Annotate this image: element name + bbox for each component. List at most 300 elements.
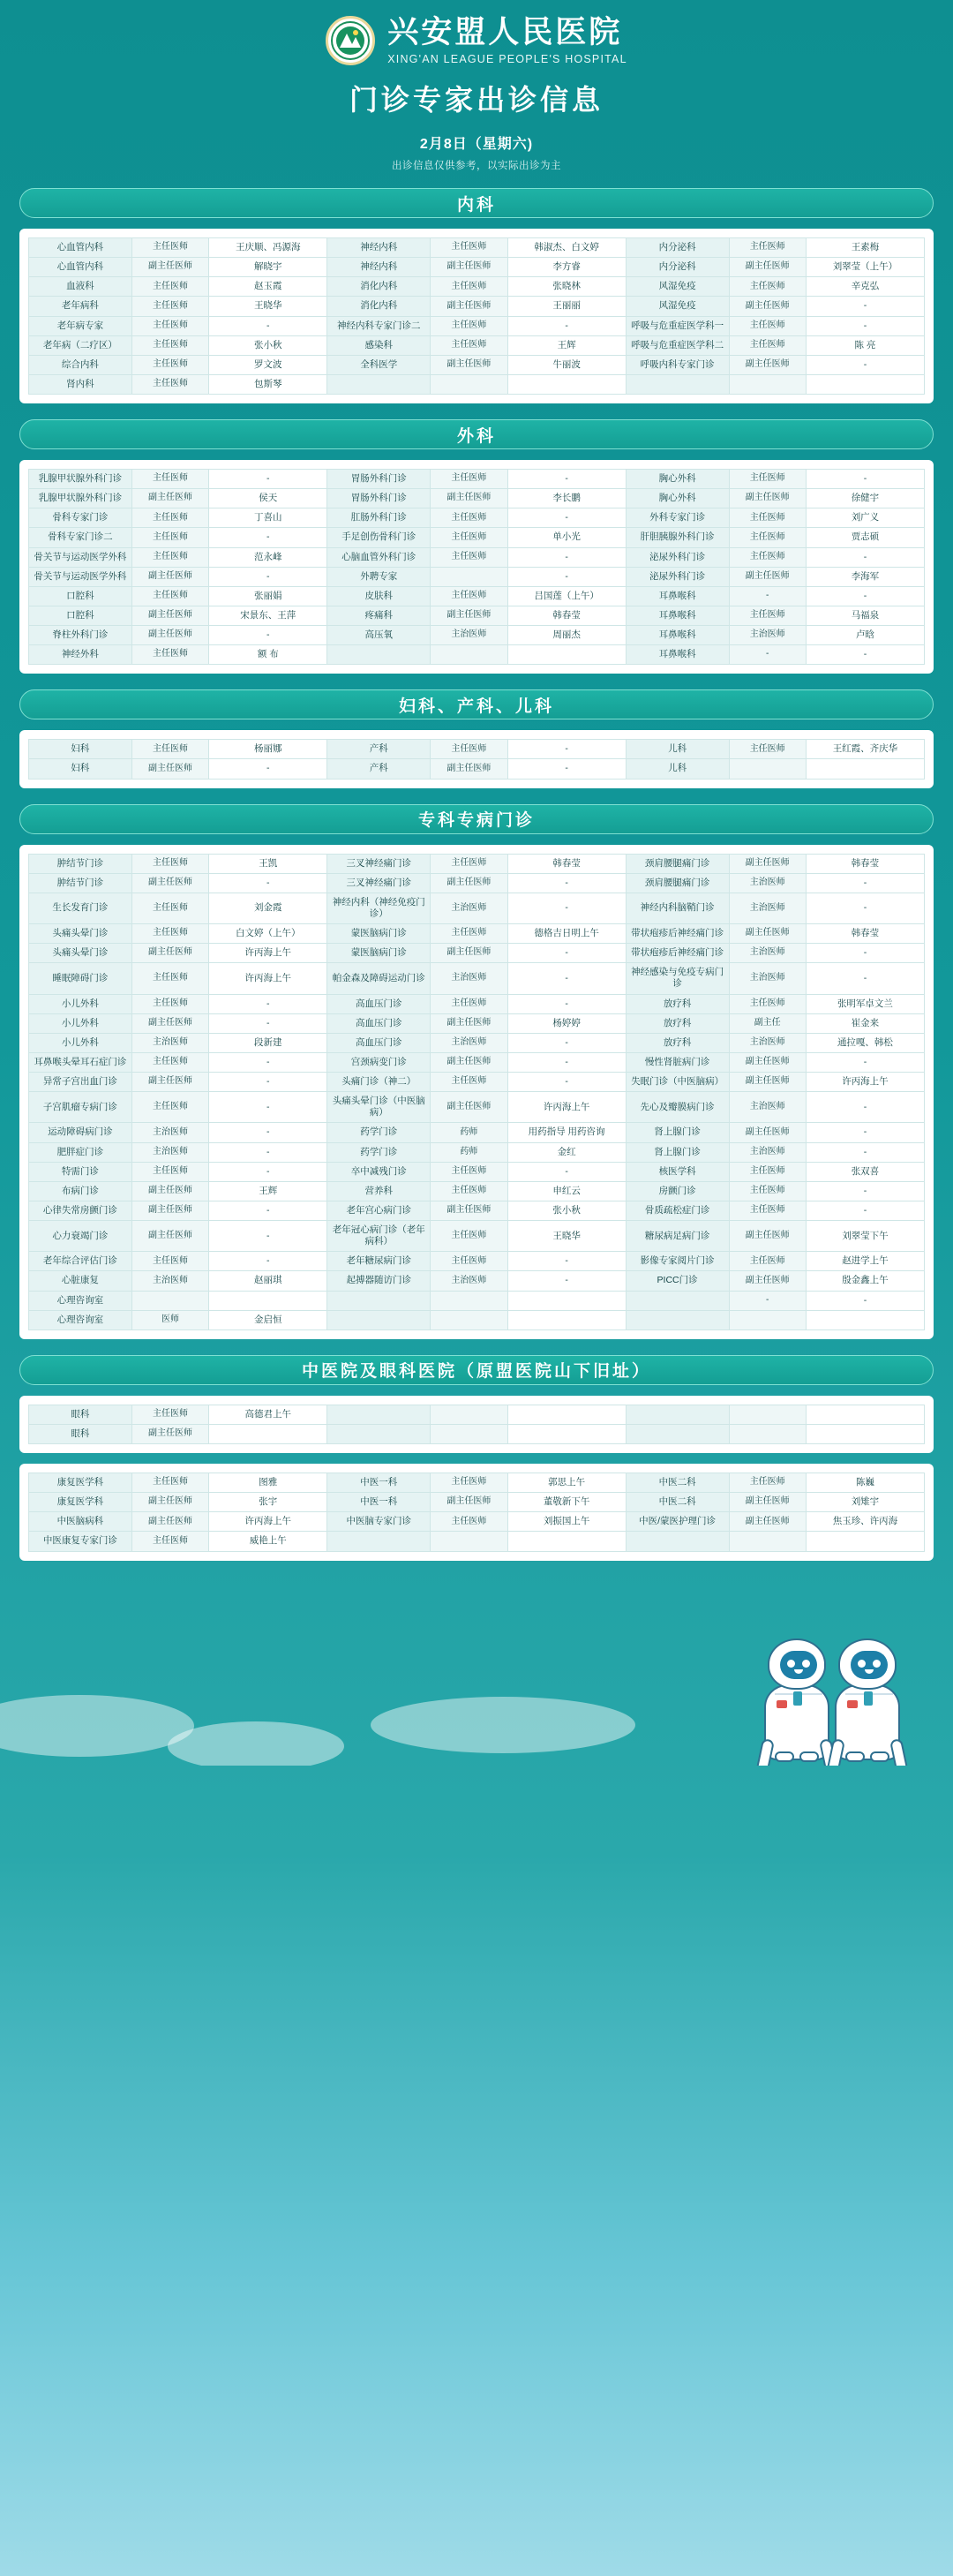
department-cell: 心脏康复: [29, 1271, 132, 1291]
doctor-cell: -: [209, 1201, 327, 1220]
title-cell: 副主任医师: [431, 1092, 507, 1123]
title-cell: 主任医师: [131, 508, 208, 528]
section-banner-wrap: [0, 804, 953, 834]
table-row: [29, 1201, 925, 1220]
department-cell: 呼吸内科专家门诊: [626, 355, 729, 374]
title-cell: 副主任医师: [431, 258, 507, 277]
doctor-cell: 张小秋: [209, 335, 327, 355]
section-banner: 专科专病门诊: [19, 804, 934, 834]
doctor-cell: -: [209, 1092, 327, 1123]
table-row: [29, 528, 925, 547]
section-banner: 妇科、产科、儿科: [19, 689, 934, 719]
doctor-cell: -: [507, 994, 626, 1013]
section-banner-wrap: [0, 188, 953, 218]
table-row: [29, 355, 925, 374]
department-cell: 影像专家阅片门诊: [626, 1252, 729, 1271]
title-cell: 主任医师: [131, 1532, 208, 1551]
department-cell: 心血管内科: [29, 258, 132, 277]
department-cell: 核医学科: [626, 1162, 729, 1181]
title-cell: 主任医师: [131, 374, 208, 394]
department-cell: 疼痛科: [327, 606, 431, 625]
department-cell: 眼科: [29, 1405, 132, 1424]
doctor-cell: -: [806, 645, 924, 665]
title-cell: 副主任医师: [131, 759, 208, 779]
doctor-cell: [806, 1424, 924, 1443]
title-cell: 主任医师: [729, 1201, 806, 1220]
table-row: [29, 547, 925, 567]
doctor-cell: 王晓华: [507, 1221, 626, 1252]
doctor-cell: 徐健宇: [806, 489, 924, 508]
doctor-cell: [507, 1424, 626, 1443]
title-cell: [431, 1532, 507, 1551]
doctor-cell: -: [507, 1271, 626, 1291]
department-cell: 中医二科: [626, 1493, 729, 1512]
title-cell: 副主任医师: [131, 1181, 208, 1201]
doctor-cell: 王辉: [507, 335, 626, 355]
doctor-cell: 刘金霞: [209, 893, 327, 923]
title-cell: 主任医师: [131, 1092, 208, 1123]
doctor-cell: -: [806, 470, 924, 489]
doctor-cell: -: [209, 1052, 327, 1072]
department-cell: 神经内科（神经免疫门诊）: [327, 893, 431, 923]
department-cell: 特需门诊: [29, 1162, 132, 1181]
mascot-doctor-left: [764, 1638, 829, 1760]
doctor-cell: 焦玉珍、许丙海: [806, 1512, 924, 1532]
department-cell: 中医脑病科: [29, 1512, 132, 1532]
title-cell: 主任医师: [729, 740, 806, 759]
table-row: [29, 1271, 925, 1291]
title-cell: 主任医师: [431, 528, 507, 547]
department-cell: 耳鼻喉科: [626, 626, 729, 645]
doctor-cell: 张宇: [209, 1493, 327, 1512]
department-cell: 蒙医脑病门诊: [327, 924, 431, 944]
doctor-cell: -: [507, 547, 626, 567]
doctor-cell: 罗文波: [209, 355, 327, 374]
doctor-cell: -: [507, 508, 626, 528]
title-cell: [431, 567, 507, 586]
doctor-cell: 许丙海上午: [209, 963, 327, 994]
title-cell: 主治医师: [431, 963, 507, 994]
table-row: [29, 1142, 925, 1162]
schedule-sections: [0, 188, 953, 1561]
title-cell: 副主任医师: [431, 873, 507, 893]
department-cell: 脊柱外科门诊: [29, 626, 132, 645]
department-cell: 内分泌科: [626, 258, 729, 277]
doctor-cell: 张丽娟: [209, 586, 327, 606]
doctor-cell: 崔金来: [806, 1013, 924, 1033]
title-cell: 副主任医师: [131, 1512, 208, 1532]
doctor-cell: -: [507, 759, 626, 779]
title-cell: [431, 1291, 507, 1310]
department-cell: 胃肠外科门诊: [327, 489, 431, 508]
department-cell: 小儿外科: [29, 994, 132, 1013]
title-cell: 副主任医师: [431, 1493, 507, 1512]
table-row: [29, 1123, 925, 1142]
doctor-cell: 陈 亮: [806, 335, 924, 355]
department-cell: 手足创伤骨科门诊: [327, 528, 431, 547]
department-cell: 子宫肌瘤专病门诊: [29, 1092, 132, 1123]
department-cell: 卒中减残门诊: [327, 1162, 431, 1181]
doctor-cell: 王晓华: [209, 297, 327, 316]
title-cell: 主任医师: [131, 893, 208, 923]
doctor-cell: -: [806, 316, 924, 335]
doctor-cell: 王丽丽: [507, 297, 626, 316]
department-cell: 三叉神经痛门诊: [327, 854, 431, 873]
department-cell: 起搏器随访门诊: [327, 1271, 431, 1291]
department-cell: 胃肠外科门诊: [327, 470, 431, 489]
doctor-cell: -: [507, 1033, 626, 1052]
poster-header: [0, 0, 953, 172]
department-cell: 头痛头晕门诊（中医脑病）: [327, 1092, 431, 1123]
department-cell: [626, 1291, 729, 1310]
section-card: [19, 1464, 934, 1561]
department-cell: 头痛头晕门诊: [29, 924, 132, 944]
table-row: [29, 277, 925, 297]
title-cell: 主任医师: [729, 606, 806, 625]
schedule-table: [28, 237, 925, 395]
title-cell: 副主任医师: [431, 1052, 507, 1072]
title-cell: 主任医师: [431, 994, 507, 1013]
department-cell: 老年冠心病门诊（老年病科）: [327, 1221, 431, 1252]
department-cell: 中医一科: [327, 1493, 431, 1512]
doctor-cell: -: [806, 944, 924, 963]
department-cell: 房颤门诊: [626, 1181, 729, 1201]
title-cell: 副主任医师: [431, 759, 507, 779]
doctor-cell: -: [507, 1073, 626, 1092]
title-cell: [729, 759, 806, 779]
title-cell: 主任医师: [729, 470, 806, 489]
title-cell: 主任医师: [729, 335, 806, 355]
doctor-cell: [806, 759, 924, 779]
doctor-cell: [507, 1310, 626, 1329]
table-row: [29, 508, 925, 528]
table-row: [29, 873, 925, 893]
doctor-cell: 韩春莹: [507, 606, 626, 625]
department-cell: 骨关节与运动医学外科: [29, 547, 132, 567]
schedule-date: 2月8日（星期六): [419, 137, 534, 152]
title-cell: 副主任医师: [431, 1201, 507, 1220]
department-cell: 心理咨询室: [29, 1291, 132, 1310]
doctor-cell: 高德君上午: [209, 1405, 327, 1424]
department-cell: 胸心外科: [626, 470, 729, 489]
title-cell: 副主任医师: [431, 944, 507, 963]
doctor-cell: 王素梅: [806, 238, 924, 258]
doctor-cell: 王凯: [209, 854, 327, 873]
section-card: [19, 845, 934, 1339]
title-cell: 主任医师: [131, 740, 208, 759]
department-cell: 皮肤科: [327, 586, 431, 606]
title-cell: 副主任医师: [431, 606, 507, 625]
title-cell: 主任医师: [431, 335, 507, 355]
department-cell: 颈肩腰腿痛门诊: [626, 873, 729, 893]
department-cell: 老年病（二疗区）: [29, 335, 132, 355]
title-cell: 主治医师: [729, 1092, 806, 1123]
department-cell: 泌尿外科门诊: [626, 547, 729, 567]
department-cell: [626, 1532, 729, 1551]
table-row: [29, 586, 925, 606]
hospital-name-block: [387, 16, 627, 65]
title-cell: [729, 1532, 806, 1551]
department-cell: 高血压门诊: [327, 1013, 431, 1033]
department-cell: 睡眠障碍门诊: [29, 963, 132, 994]
department-cell: 呼吸与危重症医学科一: [626, 316, 729, 335]
department-cell: 带状疱疹后神经痛门诊: [626, 924, 729, 944]
table-row: [29, 759, 925, 779]
title-cell: [431, 374, 507, 394]
doctor-cell: 王辉: [209, 1181, 327, 1201]
table-row: [29, 489, 925, 508]
table-row: [29, 335, 925, 355]
doctor-cell: -: [209, 994, 327, 1013]
table-row: [29, 740, 925, 759]
doctor-cell: 陈巍: [806, 1473, 924, 1493]
doctor-cell: 刘广义: [806, 508, 924, 528]
title-cell: 副主任医师: [131, 567, 208, 586]
title-cell: 主任医师: [729, 528, 806, 547]
doctor-cell: 金启恒: [209, 1310, 327, 1329]
department-cell: 中医康复专家门诊: [29, 1532, 132, 1551]
department-cell: 失眠门诊（中医脑病）: [626, 1073, 729, 1092]
doctor-cell: 段新建: [209, 1033, 327, 1052]
title-cell: 副主任医师: [729, 854, 806, 873]
department-cell: 眼科: [29, 1424, 132, 1443]
department-cell: 骨科专家门诊: [29, 508, 132, 528]
title-cell: 主治医师: [729, 1033, 806, 1052]
hospital-name-en: XING'AN LEAGUE PEOPLE'S HOSPITAL: [387, 52, 627, 65]
table-row: [29, 893, 925, 923]
department-cell: 老年病科: [29, 297, 132, 316]
department-cell: 耳鼻喉科: [626, 586, 729, 606]
department-cell: 耳鼻喉科: [626, 606, 729, 625]
table-row: [29, 1013, 925, 1033]
section-card: [19, 1396, 934, 1453]
department-cell: 耳鼻喉头晕耳石症门诊: [29, 1052, 132, 1072]
doctor-cell: -: [507, 567, 626, 586]
table-row: [29, 1424, 925, 1443]
department-cell: 儿科: [626, 740, 729, 759]
schedule-table: [28, 469, 925, 665]
doctor-cell: 解晓宇: [209, 258, 327, 277]
mascot-doctor-right: [835, 1638, 900, 1760]
schedule-table: [28, 739, 925, 779]
doctor-cell: -: [806, 297, 924, 316]
department-cell: 耳鼻喉科: [626, 645, 729, 665]
doctor-cell: 马福泉: [806, 606, 924, 625]
title-cell: 医师: [131, 1310, 208, 1329]
doctor-cell: 董敬新下午: [507, 1493, 626, 1512]
doctor-cell: 赵玉霞: [209, 277, 327, 297]
table-row: [29, 297, 925, 316]
doctor-cell: [507, 374, 626, 394]
table-row: [29, 606, 925, 625]
title-cell: 主任医师: [131, 547, 208, 567]
doctor-cell: [806, 1310, 924, 1329]
department-cell: 神经内科: [327, 258, 431, 277]
department-cell: 帕金森及障碍运动门诊: [327, 963, 431, 994]
table-row: [29, 258, 925, 277]
doctor-cell: -: [806, 1052, 924, 1072]
doctor-cell: [209, 1291, 327, 1310]
title-cell: 主任医师: [431, 1221, 507, 1252]
doctor-cell: -: [507, 316, 626, 335]
department-cell: 高血压门诊: [327, 994, 431, 1013]
title-cell: 副主任医师: [131, 1424, 208, 1443]
doctor-cell: [209, 1424, 327, 1443]
department-cell: [327, 1310, 431, 1329]
title-cell: 主治医师: [131, 1033, 208, 1052]
title-cell: 主治医师: [729, 873, 806, 893]
hospital-identity: [0, 16, 953, 65]
doctor-cell: 张晓林: [507, 277, 626, 297]
title-cell: 主任医师: [131, 924, 208, 944]
doctor-cell: -: [507, 963, 626, 994]
title-cell: 副主任医师: [729, 924, 806, 944]
page-title: 门诊专家出诊信息: [349, 84, 604, 116]
title-cell: 副主任: [729, 1013, 806, 1033]
department-cell: 小儿外科: [29, 1013, 132, 1033]
department-cell: 神经内科: [327, 238, 431, 258]
title-cell: 主任医师: [131, 1052, 208, 1072]
title-cell: 主治医师: [431, 626, 507, 645]
doctor-cell: -: [507, 1252, 626, 1271]
department-cell: 带状疱疹后神经痛门诊: [626, 944, 729, 963]
schedule-table: [28, 1473, 925, 1552]
title-cell: 副主任医师: [131, 873, 208, 893]
title-cell: 主任医师: [131, 355, 208, 374]
doctor-cell: -: [209, 626, 327, 645]
department-cell: 外聘专家: [327, 567, 431, 586]
doctor-cell: 申红云: [507, 1181, 626, 1201]
disclaimer-note: 出诊信息仅供参考，以实际出诊为主: [392, 161, 561, 171]
department-cell: 神经外科: [29, 645, 132, 665]
table-row: [29, 238, 925, 258]
doctor-cell: 刘振国上午: [507, 1512, 626, 1532]
title-cell: 主任医师: [131, 1473, 208, 1493]
title-cell: 主任医师: [431, 1073, 507, 1092]
title-cell: 主治医师: [131, 1271, 208, 1291]
title-cell: 副主任医师: [431, 355, 507, 374]
doctor-cell: -: [806, 1123, 924, 1142]
department-cell: 中医一科: [327, 1473, 431, 1493]
doctor-cell: -: [507, 1162, 626, 1181]
doctor-cell: -: [806, 1181, 924, 1201]
title-cell: 主治医师: [729, 944, 806, 963]
title-cell: [729, 374, 806, 394]
department-cell: 高压氧: [327, 626, 431, 645]
mascot-group: [764, 1638, 900, 1760]
table-row: [29, 316, 925, 335]
department-cell: 综合内科: [29, 355, 132, 374]
title-cell: [431, 645, 507, 665]
doctor-cell: -: [507, 470, 626, 489]
title-cell: 副主任医师: [131, 1493, 208, 1512]
doctor-cell: [507, 1291, 626, 1310]
doctor-cell: 张明军卓文兰: [806, 994, 924, 1013]
doctor-cell: 殷金鑫上午: [806, 1271, 924, 1291]
department-cell: 肾上腺门诊: [626, 1142, 729, 1162]
department-cell: 康复医学科: [29, 1473, 132, 1493]
title-cell: 副主任医师: [131, 258, 208, 277]
cloud-decoration: [371, 1697, 635, 1753]
doctor-cell: 杨丽娜: [209, 740, 327, 759]
doctor-cell: -: [806, 586, 924, 606]
title-cell: 主治医师: [131, 1142, 208, 1162]
doctor-cell: 许丙海上午: [507, 1092, 626, 1123]
department-cell: 内分泌科: [626, 238, 729, 258]
cloud-decoration: [168, 1721, 344, 1766]
table-row: [29, 626, 925, 645]
title-cell: 药师: [431, 1142, 507, 1162]
department-cell: 三叉神经痛门诊: [327, 873, 431, 893]
title-cell: 主任医师: [729, 1252, 806, 1271]
doctor-cell: -: [507, 873, 626, 893]
department-cell: [327, 1291, 431, 1310]
title-cell: 主治医师: [729, 1142, 806, 1162]
doctor-cell: 单小光: [507, 528, 626, 547]
department-cell: 中医/蒙医护理门诊: [626, 1512, 729, 1532]
title-cell: 主任医师: [729, 508, 806, 528]
department-cell: [626, 374, 729, 394]
table-row: [29, 1033, 925, 1052]
department-cell: 心理咨询室: [29, 1310, 132, 1329]
title-cell: 副主任医师: [131, 1013, 208, 1033]
doctor-cell: 韩春莹: [507, 854, 626, 873]
title-cell: 主治医师: [729, 893, 806, 923]
department-cell: 消化内科: [327, 297, 431, 316]
title-cell: 副主任医师: [729, 1221, 806, 1252]
title-cell: 主任医师: [431, 508, 507, 528]
doctor-cell: 王庆顺、冯源海: [209, 238, 327, 258]
doctor-cell: 韩春莹: [806, 854, 924, 873]
section-card: [19, 730, 934, 787]
title-cell: 副主任医师: [729, 1123, 806, 1142]
table-row: [29, 1073, 925, 1092]
doctor-cell: 张双喜: [806, 1162, 924, 1181]
doctor-cell: -: [209, 873, 327, 893]
department-cell: 心力衰竭门诊: [29, 1221, 132, 1252]
doctor-cell: -: [209, 316, 327, 335]
title-cell: 副主任医师: [729, 489, 806, 508]
doctor-cell: 威艳上午: [209, 1532, 327, 1551]
title-cell: 主任医师: [131, 1252, 208, 1271]
doctor-cell: 赵丽琪: [209, 1271, 327, 1291]
title-cell: 主治医师: [131, 1123, 208, 1142]
title-cell: 副主任医师: [131, 626, 208, 645]
table-row: [29, 1181, 925, 1201]
department-cell: 肿结节门诊: [29, 873, 132, 893]
table-row: [29, 1310, 925, 1329]
title-cell: 副主任医师: [131, 1073, 208, 1092]
title-cell: 副主任医师: [729, 297, 806, 316]
title-cell: 主任医师: [431, 316, 507, 335]
department-cell: 头痛门诊（神二）: [327, 1073, 431, 1092]
title-cell: 主任医师: [729, 277, 806, 297]
title-cell: 主任医师: [131, 1162, 208, 1181]
department-cell: 肝胆胰腺外科门诊: [626, 528, 729, 547]
doctor-cell: 韩春莹: [806, 924, 924, 944]
doctor-cell: 杨婷婷: [507, 1013, 626, 1033]
doctor-cell: 白文婷（上午）: [209, 924, 327, 944]
doctor-cell: -: [209, 528, 327, 547]
department-cell: 泌尿外科门诊: [626, 567, 729, 586]
department-cell: 中医脑专家门诊: [327, 1512, 431, 1532]
department-cell: 生长发育门诊: [29, 893, 132, 923]
doctor-cell: -: [209, 1162, 327, 1181]
doctor-cell: 张小秋: [507, 1201, 626, 1220]
department-cell: 异常子宫出血门诊: [29, 1073, 132, 1092]
doctor-cell: [806, 1532, 924, 1551]
department-cell: 心血管内科: [29, 238, 132, 258]
